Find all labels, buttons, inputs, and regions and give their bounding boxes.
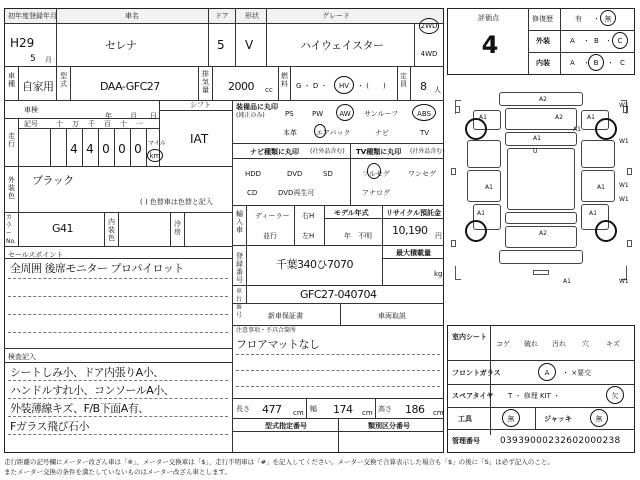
interior-label: 内装 [536,59,550,67]
reg-number-value: 千葉340ひ7070 [276,258,353,271]
import-dealer: ディーラー [255,212,290,220]
inspector-note-4: Fガラス飛び石小 [10,420,89,433]
exterior-dot1: ・ [583,37,590,45]
damage-label-18: A1 [563,278,571,285]
mile-label: マイル [148,140,166,147]
odo-unit-0: 記号 [24,120,38,128]
first-reg-month: 5 [30,54,36,64]
length-value: 477 [262,403,282,416]
height-value: 186 [405,403,425,416]
coolant-label: 冷房 [174,220,181,236]
displacement-label: 排気量 [202,70,209,94]
max-load-kg: kg [434,270,443,278]
inspector-notes-label: 検査記入 [8,353,36,361]
import-parallel: 並行 [263,232,277,240]
inspector-note-1: シートしみ小、ドア内張りA小、 [10,366,164,379]
inspector-note-2: ハンドルすれ小、コンソールA小、 [10,384,175,397]
equip-navi: ナビ [375,129,389,137]
repair-none: 無 [604,15,612,23]
recycle-yen: 円 [435,232,442,240]
footer-note-1: 走行距離の記号欄にメーター改ざん車は「※」、メーター交換車は「$」、走行不明車は「#」を記入してください。メーター交換で合算表示した場合も「$」の後に「S」は必ず記入のこと。 [4,458,554,466]
interior-dot2: ・ [607,59,614,67]
recycle-label: リサイクル預託金 [386,209,442,217]
fuel-options: G ・ D ・ [296,82,328,90]
sales-point-label: セールスポイント [8,251,64,259]
odo-unit-3: 千 [88,120,95,128]
score-label: 評価点 [478,14,499,22]
chassis-label: 車台番号 [236,288,243,319]
shape-label: 形状 [245,12,259,20]
max-load-label: 最大積載量 [396,249,431,257]
wheel-rear-right [595,220,617,242]
exterior-c: C [617,37,623,45]
first-reg-label: 初年度登録年月 [8,12,57,20]
model-year-value: 年 不明 [344,232,372,240]
wheel-front-right [595,118,617,140]
damage-label-11: A1 [589,210,597,217]
score-value: 4 [481,31,499,59]
spare-tire-options: T ・ 修理 KIT ・ [508,392,561,400]
damage-label-7: A1 [485,184,493,191]
tv-type-sub: (社外品含む) [410,148,445,155]
right-front-door [581,140,615,168]
shift-label: シフト [190,101,211,109]
exterior-dot2: ・ [605,37,612,45]
inspection-year-label: 年 [105,112,112,120]
footer-note-2: またメーター交換の条件を満たしていないものはメーター改ざん車とします。 [4,468,231,476]
color-note: ( ) 色替車は色替と記入 [140,198,213,206]
inspector-note-3: 外装薄線キズ、F/B下面A有、 [10,402,149,415]
equip-abs: ABS [417,110,431,118]
type-designation-label: 型式指定番号 [265,422,307,430]
color-no-label: カラーNo. [6,214,16,245]
equip-tv: TV [420,129,430,137]
import-right-hand: 右H [302,212,315,220]
car-damage-diagram [447,80,635,320]
repair-dot: ・ [593,15,600,23]
capacity-value: 8 [420,80,427,93]
wheel-rear-left [465,220,487,242]
left-front-door [467,140,501,168]
width-label: 幅 [310,405,317,413]
car-name-label: 車名 [125,12,139,20]
chassis-value: GFC27-040704 [300,288,377,301]
repair-yes: 有 [575,15,582,23]
import-label: 輸入車 [236,210,243,234]
tv-fullseg: フルセグ [362,170,390,178]
tv-type-label: TV種類に丸印 [356,148,402,156]
front-glass-a: A [544,369,550,377]
import-left-hand: 左H [302,232,315,240]
recycle-value: 10,190 [392,224,428,237]
damage-label-8: A1 [597,184,605,191]
tv-analog: アナログ [362,189,390,197]
damage-label-3: A1 [479,114,487,121]
use-value: 自家用 [22,80,54,93]
equip-airbag: エアバック [316,129,351,137]
km-label: km [149,152,161,160]
front-glass-replace: ・ ×要交 [562,369,592,377]
inspection-day-label: 日 [150,112,157,120]
damage-label-15: W1 [619,182,629,189]
width-unit: cm [362,409,373,417]
shift-value: IAT [190,132,209,146]
caution-notes-label: 注意事項・不具合箇所 [236,327,297,334]
damage-label-16: W1 [619,196,629,203]
interior-dot1: ・ [583,59,590,67]
interior-color-label: 内装色 [108,218,115,242]
navi-type-sub: (社外品含む) [310,148,345,155]
damage-label-5: A1 [573,126,581,133]
inspection-month-label: 月 [130,112,137,120]
exterior-label: 外装 [536,37,550,45]
seat-label: 室内シート [452,333,487,341]
equip-sub-label: (純正のみ) [236,112,265,119]
fuel-hv: HV [338,82,350,90]
color-value: ブラック [32,174,74,187]
equip-pw: PW [312,110,324,118]
interior-b: B [593,59,599,67]
exterior-a: A [570,37,575,45]
odo-digit-1: 4 [70,142,78,156]
color-label: 外装色 [8,176,15,200]
spare-none: 欠 [611,392,619,400]
navi-cd: CD [247,189,258,197]
seat-tear: 破れ [524,340,538,348]
damage-label-10: A2 [539,230,547,237]
month-unit: 月 [45,56,52,64]
damage-label-12: U [533,148,538,155]
navi-type-label: ナビ種類に丸印 [250,148,299,156]
length-unit: cm [293,409,304,417]
seat-scratch: キズ [606,340,620,348]
wheel-front-left [465,118,487,140]
jack-none: 無 [595,415,603,423]
navi-dvd-playback: DVD再生可 [278,189,315,197]
height-unit: cm [433,409,444,417]
vehicle-manual: 車両取説 [378,312,406,320]
cc-unit: cc [265,86,273,94]
drive-2wd: 2WD [420,22,438,30]
car-name: セレナ [105,39,137,52]
damage-label-9: A1 [477,210,485,217]
fuel-label: 燃料 [281,72,288,88]
equip-sunroof: サンルーフ [364,110,399,118]
odo-unit-5: 十 [120,120,127,128]
odo-digit-3: 0 [102,142,110,156]
repair-history-label: 修復歴 [532,15,553,23]
odo-digit-5: 0 [134,142,142,156]
navi-hdd: HDD [245,170,262,178]
class-number-label: 類別区分番号 [368,422,410,430]
odo-unit-1: 十 [56,120,63,128]
front-glass-label: フロントガラス [452,369,501,377]
odo-unit-2: 万 [72,120,79,128]
displacement-value: 2000 [228,80,254,93]
jack-label: ジャッキ [544,415,572,423]
model-label: 型式 [60,72,67,88]
fuel-other: ・ ( ) [357,82,386,90]
model-year-label: モデル年式 [334,209,369,217]
windshield [505,132,577,146]
navi-dvd: DVD [287,170,303,178]
damage-label-13: W1 [619,102,629,109]
seat-hole: 穴 [582,340,589,348]
grade-label: グレード [322,12,350,20]
odo-digit-2: 4 [86,142,94,156]
roof [507,148,575,210]
odo-unit-6: 一 [136,120,143,128]
spare-tire-label: スペアタイヤ [452,392,494,400]
navi-sd: SD [323,170,333,178]
tv-oneseg: ワンセグ [408,170,436,178]
reg-number-label: 登録番号 [236,252,243,284]
management-number: 03939000232602000238 [500,436,621,446]
tools-label: 工具 [458,415,472,423]
caution-notes-value: フロアマットなし [236,338,320,351]
damage-label-2: A2 [555,114,563,121]
vehicle-type-label: 車種 [8,72,15,88]
equip-ps: PS [285,110,294,118]
tools-none: 無 [507,415,515,423]
equip-leather: 本革 [283,129,297,137]
doors-label: ドア [215,12,229,20]
doors-value: 5 [217,38,225,52]
equip-label: 装備品に丸印 [236,103,278,111]
model-value: DAA-GFC27 [100,80,160,93]
inspection-label: 車検 [24,106,38,114]
interior-c: C [620,59,625,67]
hood [505,108,577,130]
interior-a: A [570,59,575,67]
length-label: 長さ [236,405,250,413]
sales-point-value: 全周囲 後席モニター プロパイロット [10,262,184,275]
seat-dirt: 汚れ [552,340,566,348]
left-rear-door [467,170,501,202]
management-number-label: 管理番号 [452,437,480,445]
height-label: 高さ [378,405,392,413]
damage-label-1: A2 [539,96,547,103]
seat-burn: コゲ [496,340,510,348]
equip-aw: AW [339,110,351,118]
exterior-b: B [594,37,599,45]
first-reg-year: H29 [10,36,35,50]
damage-label-14: W1 [619,138,629,145]
odo-digit-4: 0 [118,142,126,156]
odo-unit-4: 百 [104,120,111,128]
shape-value: V [245,38,254,52]
damage-label-6: A1 [533,135,541,142]
color-no-value: G41 [52,222,74,235]
odometer-label: 走行 [8,132,15,148]
rear-glass [505,212,577,224]
rear-bumper [499,250,583,264]
grade-value: ハイウェイスター [300,39,384,52]
capacity-label: 定員 [400,72,407,88]
damage-label-4: A1 [587,114,595,121]
damage-label-17: W1 [619,278,629,285]
new-car-warranty: 新車保証書 [268,312,303,320]
width-value: 174 [333,403,353,416]
drive-4wd: 4WD [420,50,438,58]
capacity-unit: 人 [434,86,441,94]
